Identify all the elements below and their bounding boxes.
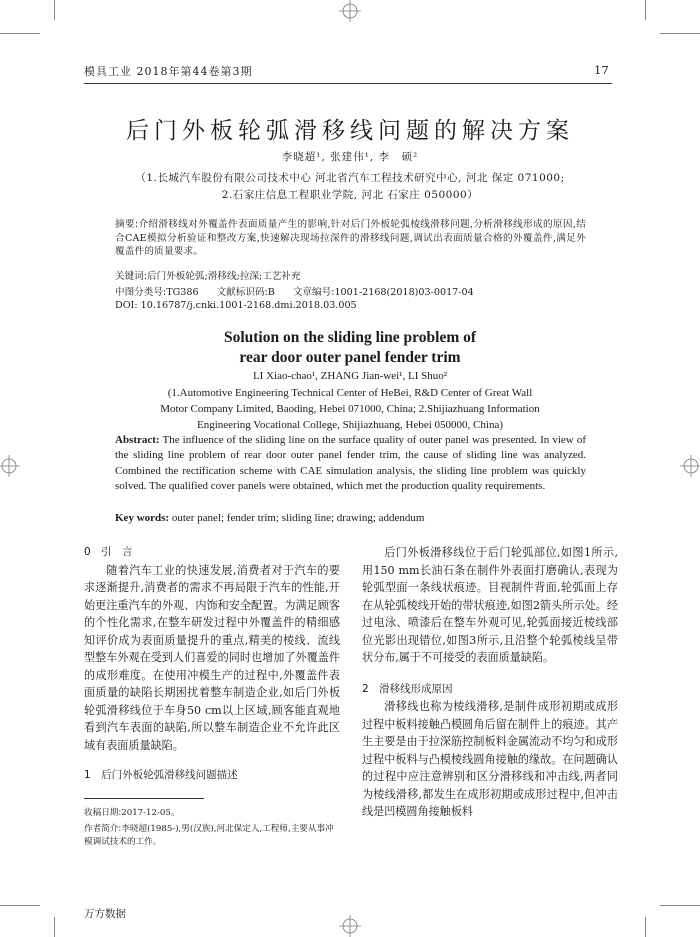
en-keywords-label: Key words:: [115, 512, 170, 524]
article-no-value: 1001-2168(2018)03-0017-04: [334, 287, 474, 298]
section-2-heading: 2 滑移线形成原因: [362, 682, 453, 695]
header-rule: [84, 83, 612, 84]
cn-affiliation-line2: 2.石家庄信息工程职业学院, 河北 石家庄 050000）: [221, 189, 479, 201]
section-1-heading: 1 后门外板轮弧滑移线问题描述: [84, 769, 238, 781]
registration-mark-top-icon: [339, 0, 361, 22]
body-left-column: [84, 544, 340, 785]
trim-line-bottom-left-v: [54, 917, 55, 937]
cn-keywords: [115, 268, 586, 282]
en-keywords: [115, 512, 586, 524]
trim-line-bottom-right-v: [645, 917, 646, 937]
trim-line-top-left-v: [54, 0, 55, 20]
received-value: 2017-12-05。: [121, 808, 180, 818]
doc-code-label: 文献标识码:: [216, 287, 268, 298]
page-number: 17: [594, 63, 609, 77]
clc-value: TG386: [166, 287, 199, 298]
right-paragraph-1: 后门外板滑移线位于后门轮弧部位,如图1所示,用150 mm长油石条在制件外表面打磨确认,表现为轮弧型面一条线状痕迹。目视制件背面,轮弧面上存在从轮弧棱线开始的带状痕迹,如图2箭头所示处。经过电泳、喷漆后在整车外观可见,轮弧面接近棱线部位光影出现错位,如图3所示,且沿整个轮弧棱线呈带状分布,属于不可接受的表面质量缺陷。: [362, 546, 618, 664]
trim-line-top-right-v: [645, 0, 646, 20]
cn-classification: [115, 284, 586, 298]
registration-mark-right-icon: [680, 455, 700, 477]
article-no-label: 文章编号:: [292, 287, 335, 298]
cn-title: 后门外板轮弧滑移线问题的解决方案: [126, 118, 574, 144]
trim-line-top-left: [0, 33, 40, 34]
en-title-line2: rear door outer panel fender trim: [239, 349, 461, 366]
author-bio-label: 作者简介:: [84, 824, 122, 834]
right-paragraph-2: 滑移线也称为棱线滑移,是制件成形初期或成形过程中板料接触凸模圆角后留在制件上的痕迹。其产生主要是由于拉深筋控制板料金属流动不均匀和成形过程中板料与凸模棱线圆角接触的缘故。在问题确认的过程中应注意辨别和区分滑移线和冲击线,两者同为棱线滑移,都发生在成形初期或成形过程中,但冲击线是凹模圆角接触板料: [362, 700, 618, 818]
cn-abstract-text: 介绍滑移线对外覆盖件表面质量产生的影响,针对后门外板轮弧棱线滑移问题,分析滑移线形成的原因,结合CAE模拟分析验证和整改方案,快速解决现场拉深件的滑移线问题,调试出表面质量合格的外覆盖件,满足外覆盖件的质量要求。: [115, 219, 586, 257]
doc-code-value: B: [267, 287, 275, 298]
cn-abstract-label: 摘要:: [115, 219, 139, 230]
body-right-column: [362, 544, 618, 821]
en-affiliation-line3: Engineering Vocational College, Shijiazhuang, Hebei 050000, China): [196, 419, 503, 431]
cn-keywords-text: 后门外板轮弧;滑移线;拉深;工艺补充: [147, 271, 301, 282]
doi: DOI: 10.16787/j.cnki.1001-2168.dmi.2018.03.005: [115, 300, 357, 311]
en-abstract-label: Abstract:: [115, 434, 160, 446]
author-bio-value: 李晓超(1985-),男(汉族),河北保定人,工程师,主要从事冲模调试技术的工作。: [84, 824, 334, 847]
en-keywords-text: outer panel; fender trim; sliding line; drawing; addendum: [171, 512, 425, 524]
section-0-paragraph: 随着汽车工业的快速发展,消费者对于汽车的要求逐渐提升,消费者的需求不再局限于汽车的性能,开始更注重汽车的外观、内饰和安全配置。为满足顾客的个性化需求,在整车研发过程中外覆盖件的精细感知评价成为表面质量提升的重点,精美的棱线、流线型整车外观在受到人们喜爱的同时也增加了外覆盖件的成形难度。在使用冲模生产的过程中,外覆盖件表面质量的缺陷长期困扰着整车制造企业,如后门外板轮弧滑移线位于车身50 cm以上区域,顾客能直观地看到汽车表面的缺陷,所以整车制造企业不允许此区域有表面质量缺陷。: [84, 563, 340, 752]
section-0-heading: 0 引 言: [84, 546, 133, 558]
en-authors: LI Xiao-chao¹, ZHANG Jian-wei¹, LI Shuo²: [252, 370, 448, 382]
clc-label: 中图分类号:: [115, 287, 167, 298]
cn-affiliation-line1: （1.长城汽车股份有限公司技术中心 河北省汽车工程技术研究中心, 河北 保定 071000;: [135, 172, 565, 184]
received-label: 收稿日期:: [84, 808, 122, 818]
registration-mark-bottom-icon: [339, 915, 361, 937]
cn-authors: 李晓超¹, 张建伟¹, 李 硕²: [281, 151, 419, 163]
trim-line-top-right: [660, 33, 700, 34]
wanfang-watermark: 万方数据: [84, 908, 126, 920]
en-affiliation-line1: (1.Automotive Engineering Technical Center of HeBei, R&D Center of Great Wall: [167, 387, 533, 399]
footnote-rule: [84, 798, 204, 799]
running-head: 模具工业 2018年第44卷第3期: [84, 65, 253, 78]
trim-line-bottom-right: [660, 905, 700, 906]
en-title-line1: Solution on the sliding line problem of: [223, 329, 477, 346]
cn-abstract: [115, 218, 586, 259]
en-affiliation-line2: Motor Company Limited, Baoding, Hebei 071000, China; 2.Shijiazhuang Information: [160, 403, 540, 415]
en-abstract: [115, 433, 586, 494]
footnote-author: [84, 823, 340, 849]
en-abstract-text: The influence of the sliding line on the surface quality of outer panel was presented. In view of the sliding line problem of rear door outer panel fender trim, the cause of sliding line was analyzed. Combined the rectification scheme with CAE simulation analysis, the sliding line problem was quickly solved. The qualified cover panels were obtained, which met the production quality requirements.: [115, 434, 586, 492]
cn-keywords-label: 关键词:: [115, 271, 148, 282]
registration-mark-left-icon: [0, 455, 20, 477]
footnote-received: [84, 807, 340, 820]
trim-line-bottom-left: [0, 905, 40, 906]
